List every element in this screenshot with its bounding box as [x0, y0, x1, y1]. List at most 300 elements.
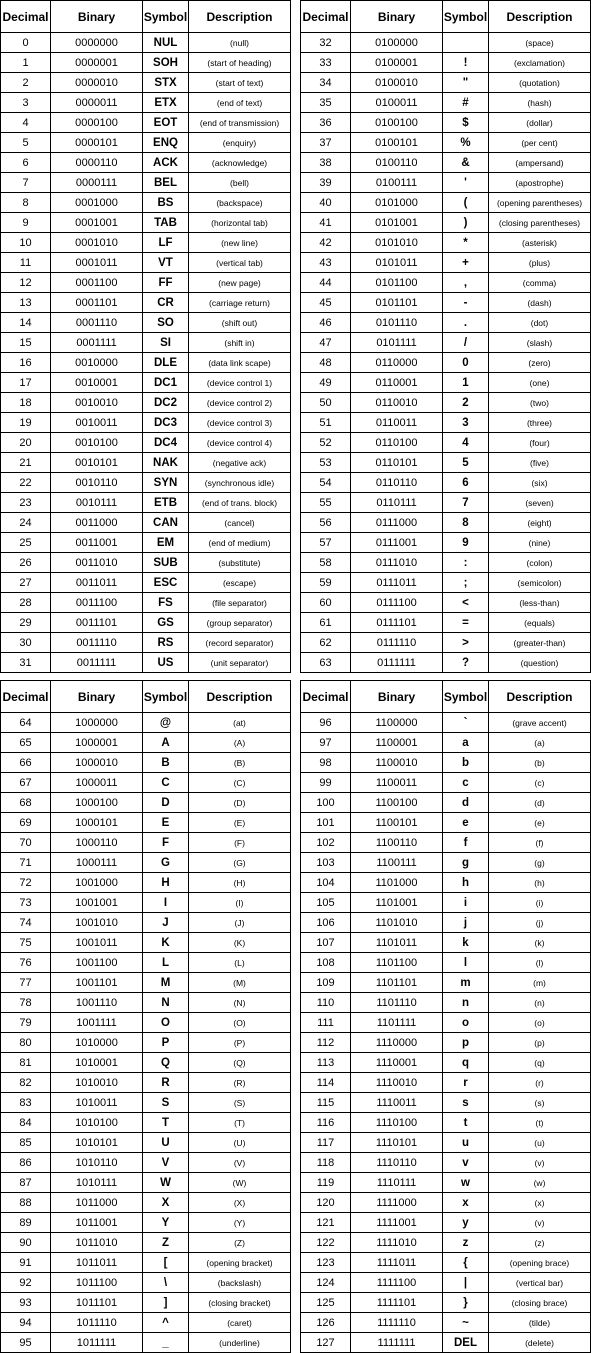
table-row	[1, 593, 291, 613]
symbol-cell: DC1	[143, 373, 189, 393]
binary-cell: 1010010	[51, 1073, 143, 1093]
description-cell: (C)	[189, 773, 291, 793]
table-row	[1, 713, 291, 733]
symbol-cell: &	[443, 153, 489, 173]
table-header-row	[301, 681, 591, 713]
decimal-cell: 0	[1, 33, 51, 53]
decimal-cell: 100	[301, 793, 351, 813]
symbol-cell: k	[443, 933, 489, 953]
binary-cell: 1010101	[51, 1133, 143, 1153]
binary-cell: 1111010	[351, 1233, 443, 1253]
symbol-cell: p	[443, 1033, 489, 1053]
decimal-cell: 37	[301, 133, 351, 153]
binary-cell: 0010011	[51, 413, 143, 433]
header-binary: Binary	[51, 1, 143, 33]
binary-cell: 0011101	[51, 613, 143, 633]
decimal-cell: 55	[301, 493, 351, 513]
binary-cell: 1101001	[351, 893, 443, 913]
binary-cell: 0110111	[351, 493, 443, 513]
binary-cell: 1110110	[351, 1153, 443, 1173]
decimal-cell: 14	[1, 313, 51, 333]
symbol-cell: t	[443, 1113, 489, 1133]
table-row	[301, 873, 591, 893]
symbol-cell: g	[443, 853, 489, 873]
description-cell: (comma)	[489, 273, 591, 293]
description-cell: (b)	[489, 753, 591, 773]
binary-cell: 0010010	[51, 393, 143, 413]
decimal-cell: 50	[301, 393, 351, 413]
table-row	[301, 1193, 591, 1213]
description-cell: (one)	[489, 373, 591, 393]
description-cell: (carriage return)	[189, 293, 291, 313]
description-cell: (new page)	[189, 273, 291, 293]
binary-cell: 0000000	[51, 33, 143, 53]
table-row	[1, 1173, 291, 1193]
table-row	[1, 473, 291, 493]
table-row	[1, 893, 291, 913]
description-cell: (r)	[489, 1073, 591, 1093]
decimal-cell: 11	[1, 253, 51, 273]
decimal-cell: 63	[301, 653, 351, 673]
symbol-cell: ~	[443, 1313, 489, 1333]
binary-cell: 1000110	[51, 833, 143, 853]
table-row	[1, 1193, 291, 1213]
symbol-cell: %	[443, 133, 489, 153]
table-row	[1, 313, 291, 333]
symbol-cell: ENQ	[143, 133, 189, 153]
decimal-cell: 87	[1, 1173, 51, 1193]
description-cell: (e)	[489, 813, 591, 833]
table-row	[301, 513, 591, 533]
binary-cell: 0010101	[51, 453, 143, 473]
table-row	[1, 133, 291, 153]
symbol-cell: w	[443, 1173, 489, 1193]
table-row	[1, 1033, 291, 1053]
description-cell: (dot)	[489, 313, 591, 333]
table-row	[1, 113, 291, 133]
description-cell: (i)	[489, 893, 591, 913]
decimal-cell: 44	[301, 273, 351, 293]
table-row	[301, 1113, 591, 1133]
description-cell: (negative ack)	[189, 453, 291, 473]
decimal-cell: 32	[301, 33, 351, 53]
description-cell: (enquiry)	[189, 133, 291, 153]
symbol-cell: l	[443, 953, 489, 973]
binary-cell: 1110010	[351, 1073, 443, 1093]
table-row	[301, 293, 591, 313]
symbol-cell: f	[443, 833, 489, 853]
decimal-cell: 124	[301, 1273, 351, 1293]
binary-cell: 0001101	[51, 293, 143, 313]
table-row	[1, 1213, 291, 1233]
description-cell: (end of trans. block)	[189, 493, 291, 513]
binary-cell: 1111000	[351, 1193, 443, 1213]
ascii-table-64-95	[0, 680, 291, 1353]
symbol-cell: Y	[143, 1213, 189, 1233]
table-row	[301, 453, 591, 473]
symbol-cell: S	[143, 1093, 189, 1113]
symbol-cell: DEL	[443, 1333, 489, 1353]
symbol-cell: J	[143, 913, 189, 933]
binary-cell: 1010000	[51, 1033, 143, 1053]
binary-cell: 0101101	[351, 293, 443, 313]
description-cell: (bell)	[189, 173, 291, 193]
symbol-cell: @	[143, 713, 189, 733]
decimal-cell: 98	[301, 753, 351, 773]
decimal-cell: 107	[301, 933, 351, 953]
decimal-cell: 45	[301, 293, 351, 313]
table-row	[1, 433, 291, 453]
table-row	[1, 333, 291, 353]
decimal-cell: 101	[301, 813, 351, 833]
description-cell: (end of transmission)	[189, 113, 291, 133]
symbol-cell: }	[443, 1293, 489, 1313]
description-cell: (J)	[189, 913, 291, 933]
description-cell: (U)	[189, 1133, 291, 1153]
table-row	[1, 1073, 291, 1093]
header-binary: Binary	[51, 681, 143, 713]
description-cell: (vertical bar)	[489, 1273, 591, 1293]
binary-cell: 1110111	[351, 1173, 443, 1193]
table-row	[1, 1013, 291, 1033]
description-cell: (semicolon)	[489, 573, 591, 593]
description-cell: (zero)	[489, 353, 591, 373]
description-cell: (H)	[189, 873, 291, 893]
decimal-cell: 24	[1, 513, 51, 533]
symbol-cell: >	[443, 633, 489, 653]
decimal-cell: 114	[301, 1073, 351, 1093]
symbol-cell: a	[443, 733, 489, 753]
symbol-cell: X	[143, 1193, 189, 1213]
symbol-cell: F	[143, 833, 189, 853]
table-row	[1, 1093, 291, 1113]
decimal-cell: 39	[301, 173, 351, 193]
description-cell: (dash)	[489, 293, 591, 313]
table-row	[1, 53, 291, 73]
decimal-cell: 77	[1, 973, 51, 993]
description-cell: (K)	[189, 933, 291, 953]
binary-cell: 1010001	[51, 1053, 143, 1073]
description-cell: (u)	[489, 1133, 591, 1153]
table-row	[301, 73, 591, 93]
description-cell: (dollar)	[489, 113, 591, 133]
table-row	[301, 1093, 591, 1113]
binary-cell: 1101101	[351, 973, 443, 993]
decimal-cell: 116	[301, 1113, 351, 1133]
symbol-cell: m	[443, 973, 489, 993]
symbol-cell: C	[143, 773, 189, 793]
decimal-cell: 48	[301, 353, 351, 373]
binary-cell: 0000001	[51, 53, 143, 73]
symbol-cell: US	[143, 653, 189, 673]
symbol-cell: EM	[143, 533, 189, 553]
description-cell: (D)	[189, 793, 291, 813]
binary-cell: 0110010	[351, 393, 443, 413]
table-row	[1, 73, 291, 93]
description-cell: (new line)	[189, 233, 291, 253]
description-cell: (null)	[189, 33, 291, 53]
binary-cell: 1101000	[351, 873, 443, 893]
table-row	[1, 153, 291, 173]
binary-cell: 1011001	[51, 1213, 143, 1233]
header-symbol: Symbol	[143, 681, 189, 713]
description-cell: (backspace)	[189, 193, 291, 213]
description-cell: (vertical tab)	[189, 253, 291, 273]
symbol-cell: DLE	[143, 353, 189, 373]
description-cell: (E)	[189, 813, 291, 833]
description-cell: (n)	[489, 993, 591, 1013]
decimal-cell: 6	[1, 153, 51, 173]
decimal-cell: 25	[1, 533, 51, 553]
table-row	[301, 213, 591, 233]
decimal-cell: 76	[1, 953, 51, 973]
binary-cell: 1110001	[351, 1053, 443, 1073]
description-cell: (P)	[189, 1033, 291, 1053]
decimal-cell: 113	[301, 1053, 351, 1073]
decimal-cell: 10	[1, 233, 51, 253]
binary-cell: 1110000	[351, 1033, 443, 1053]
symbol-cell: ,	[443, 273, 489, 293]
decimal-cell: 72	[1, 873, 51, 893]
decimal-cell: 43	[301, 253, 351, 273]
binary-cell: 0111111	[351, 653, 443, 673]
symbol-cell: STX	[143, 73, 189, 93]
symbol-cell: ETB	[143, 493, 189, 513]
symbol-cell: 1	[443, 373, 489, 393]
symbol-cell: DC3	[143, 413, 189, 433]
table-row	[301, 493, 591, 513]
description-cell: (group separator)	[189, 613, 291, 633]
table-row	[301, 1233, 591, 1253]
table-row	[301, 593, 591, 613]
description-cell: (slash)	[489, 333, 591, 353]
symbol-cell: c	[443, 773, 489, 793]
description-cell: (opening parentheses)	[489, 193, 591, 213]
decimal-cell: 1	[1, 53, 51, 73]
table-row	[1, 853, 291, 873]
description-cell: (w)	[489, 1173, 591, 1193]
symbol-cell: 6	[443, 473, 489, 493]
table-row	[301, 1313, 591, 1333]
decimal-cell: 64	[1, 713, 51, 733]
description-cell: (three)	[489, 413, 591, 433]
decimal-cell: 115	[301, 1093, 351, 1113]
decimal-cell: 102	[301, 833, 351, 853]
description-cell: (h)	[489, 873, 591, 893]
description-cell: (end of medium)	[189, 533, 291, 553]
symbol-cell: SO	[143, 313, 189, 333]
symbol-cell: K	[143, 933, 189, 953]
binary-cell: 0101100	[351, 273, 443, 293]
symbol-cell: *	[443, 233, 489, 253]
binary-cell: 1011100	[51, 1273, 143, 1293]
binary-cell: 1110100	[351, 1113, 443, 1133]
description-cell: (k)	[489, 933, 591, 953]
description-cell: (file separator)	[189, 593, 291, 613]
symbol-cell: D	[143, 793, 189, 813]
decimal-cell: 78	[1, 993, 51, 1013]
decimal-cell: 105	[301, 893, 351, 913]
table-row	[301, 113, 591, 133]
symbol-cell: DC4	[143, 433, 189, 453]
binary-cell: 0010111	[51, 493, 143, 513]
table-row	[301, 613, 591, 633]
symbol-cell: (	[443, 193, 489, 213]
decimal-cell: 13	[1, 293, 51, 313]
description-cell: (per cent)	[489, 133, 591, 153]
table-row	[301, 193, 591, 213]
header-description: Description	[489, 681, 591, 713]
binary-cell: 0101001	[351, 213, 443, 233]
decimal-cell: 23	[1, 493, 51, 513]
symbol-cell: :	[443, 553, 489, 573]
binary-cell: 1100000	[351, 713, 443, 733]
table-row	[301, 353, 591, 373]
table-row	[1, 533, 291, 553]
description-cell: (substitute)	[189, 553, 291, 573]
binary-cell: 0001000	[51, 193, 143, 213]
decimal-cell: 28	[1, 593, 51, 613]
binary-cell: 0100010	[351, 73, 443, 93]
symbol-cell: R	[143, 1073, 189, 1093]
description-cell: (exclamation)	[489, 53, 591, 73]
decimal-cell: 80	[1, 1033, 51, 1053]
decimal-cell: 79	[1, 1013, 51, 1033]
description-cell: (device control 3)	[189, 413, 291, 433]
binary-cell: 0010110	[51, 473, 143, 493]
symbol-cell: 8	[443, 513, 489, 533]
symbol-cell: B	[143, 753, 189, 773]
description-cell: (f)	[489, 833, 591, 853]
binary-cell: 1011111	[51, 1333, 143, 1353]
binary-cell: 0111000	[351, 513, 443, 533]
symbol-cell: u	[443, 1133, 489, 1153]
table-row	[301, 1033, 591, 1053]
decimal-cell: 46	[301, 313, 351, 333]
table-row	[301, 373, 591, 393]
symbol-cell: SOH	[143, 53, 189, 73]
decimal-cell: 83	[1, 1093, 51, 1113]
binary-cell: 1000010	[51, 753, 143, 773]
symbol-cell: TAB	[143, 213, 189, 233]
table-row	[301, 273, 591, 293]
decimal-cell: 20	[1, 433, 51, 453]
table-row	[301, 1253, 591, 1273]
header-decimal: Decimal	[1, 1, 51, 33]
description-cell: (acknowledge)	[189, 153, 291, 173]
decimal-cell: 108	[301, 953, 351, 973]
table-row	[1, 573, 291, 593]
symbol-cell: H	[143, 873, 189, 893]
symbol-cell: y	[443, 1213, 489, 1233]
binary-cell: 0000011	[51, 93, 143, 113]
symbol-cell: A	[143, 733, 189, 753]
description-cell: (unit separator)	[189, 653, 291, 673]
binary-cell: 1000011	[51, 773, 143, 793]
description-cell: (Z)	[189, 1233, 291, 1253]
decimal-cell: 33	[301, 53, 351, 73]
table-row	[1, 353, 291, 373]
table-row	[301, 713, 591, 733]
table-row	[1, 213, 291, 233]
description-cell: (shift out)	[189, 313, 291, 333]
decimal-cell: 121	[301, 1213, 351, 1233]
decimal-cell: 57	[301, 533, 351, 553]
table-row	[301, 93, 591, 113]
binary-cell: 1111011	[351, 1253, 443, 1273]
decimal-cell: 9	[1, 213, 51, 233]
binary-cell: 0101000	[351, 193, 443, 213]
symbol-cell: i	[443, 893, 489, 913]
ascii-table-0-31	[0, 0, 291, 673]
header-description: Description	[189, 1, 291, 33]
binary-cell: 0110110	[351, 473, 443, 493]
symbol-cell: 7	[443, 493, 489, 513]
binary-cell: 0110001	[351, 373, 443, 393]
table-row	[301, 633, 591, 653]
description-cell: (O)	[189, 1013, 291, 1033]
description-cell: (j)	[489, 913, 591, 933]
decimal-cell: 71	[1, 853, 51, 873]
header-binary: Binary	[351, 681, 443, 713]
decimal-cell: 117	[301, 1133, 351, 1153]
symbol-cell: ACK	[143, 153, 189, 173]
table-row	[1, 613, 291, 633]
table-row	[301, 1053, 591, 1073]
decimal-cell: 26	[1, 553, 51, 573]
description-cell: (closing bracket)	[189, 1293, 291, 1313]
binary-cell: 1011110	[51, 1313, 143, 1333]
table-row	[1, 1273, 291, 1293]
table-row	[301, 133, 591, 153]
binary-cell: 1111101	[351, 1293, 443, 1313]
decimal-cell: 88	[1, 1193, 51, 1213]
description-cell: (V)	[189, 1153, 291, 1173]
symbol-cell: \	[143, 1273, 189, 1293]
binary-cell: 1000100	[51, 793, 143, 813]
table-row	[1, 933, 291, 953]
description-cell: (L)	[189, 953, 291, 973]
description-cell: (W)	[189, 1173, 291, 1193]
symbol-cell: `	[443, 713, 489, 733]
description-cell: (nine)	[489, 533, 591, 553]
symbol-cell: 9	[443, 533, 489, 553]
description-cell: (space)	[489, 33, 591, 53]
decimal-cell: 97	[301, 733, 351, 753]
binary-cell: 1000101	[51, 813, 143, 833]
binary-cell: 1010011	[51, 1093, 143, 1113]
binary-cell: 0111010	[351, 553, 443, 573]
decimal-cell: 58	[301, 553, 351, 573]
description-cell: (question)	[489, 653, 591, 673]
table-row	[301, 1213, 591, 1233]
description-cell: (ampersand)	[489, 153, 591, 173]
table-row	[301, 653, 591, 673]
table-row	[301, 533, 591, 553]
table-row	[301, 33, 591, 53]
symbol-cell: W	[143, 1173, 189, 1193]
decimal-cell: 73	[1, 893, 51, 913]
table-row	[1, 1313, 291, 1333]
symbol-cell: LF	[143, 233, 189, 253]
binary-cell: 1001000	[51, 873, 143, 893]
binary-cell: 0001010	[51, 233, 143, 253]
decimal-cell: 68	[1, 793, 51, 813]
binary-cell: 0101110	[351, 313, 443, 333]
binary-cell: 1111111	[351, 1333, 443, 1353]
symbol-cell: SI	[143, 333, 189, 353]
binary-cell: 0100111	[351, 173, 443, 193]
